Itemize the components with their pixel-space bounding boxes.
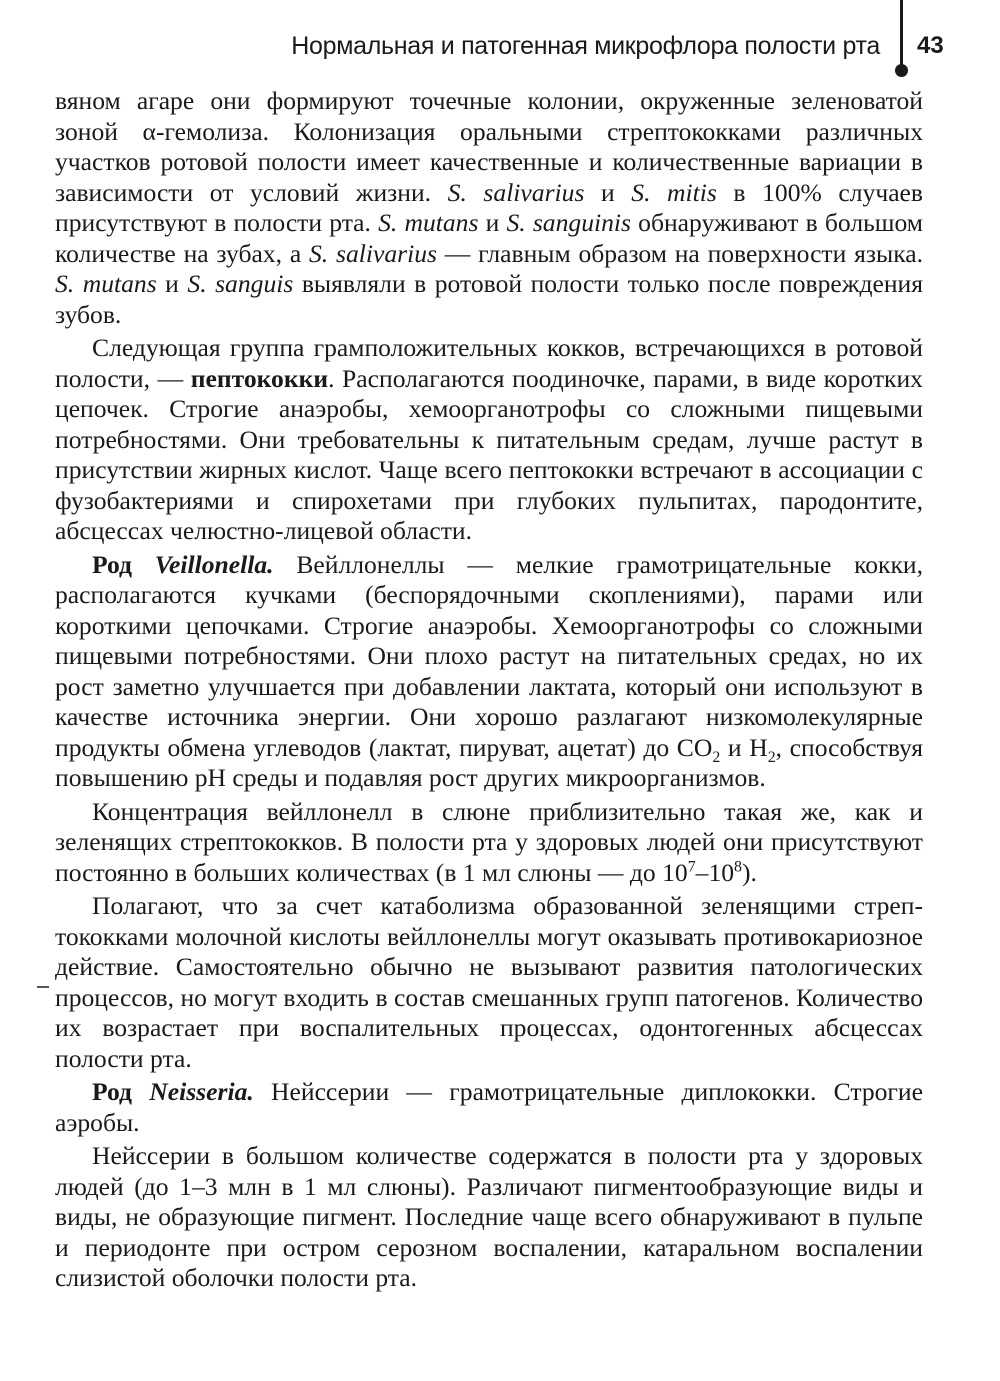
genus-heading-prefix: Род xyxy=(92,1077,150,1106)
genus-name-neisseria: Neisseria. xyxy=(149,1077,254,1106)
paragraph-streptococci-continued: вяном агаре они формируют точечные колонии, окруженные зеленоватой зоной α-гемолиза. Колонизация оральными стрептококками различных участков ротовой полости имеет качественные и количественные вариации в зависимости от условий жизни. S. salivarius и S. mitis в 100% случаев присутствуют в полости рта. S. mutans и S. sanguinis обнаруживают в большом количестве на зубах, а S. salivarius — главным образом на поверхности языка. S. mutans и S. sanguis выявляли в ротовой полости только после повреждения зубов. xyxy=(55,86,924,329)
species-name: S. mutans xyxy=(378,208,479,237)
species-name: S. salivarius xyxy=(309,238,437,268)
page-number: 43 xyxy=(917,32,944,59)
paragraph-veillonella: Род Veillonella. Вейллонеллы — мелкие грамотрицательные кокки, располагаются кучками (беспорядочными скоплениями), парами или короткими цепочками. Строгие анаэробы. Хемоорганотрофы со сложными пищевыми потребностями. Они плохо растут на питательных средах, но их рост заметно улучшается при добавлении лактата, который они используют в качестве источника энергии. Они хорошо разлагают низкомолекулярные продукты обмена углеводов (лактат, пируват, ацетат) до $CO_2$ и $H_2$, способствуя повышению pH среды и подавляя рост других микроорганизмов. xyxy=(55,549,923,792)
page-body xyxy=(55,86,923,1294)
species-name: S. salivarius xyxy=(447,177,585,207)
running-title: Нормальная и патогенная микрофлора полости рта xyxy=(291,32,880,60)
header-rule xyxy=(900,0,903,70)
paragraph-neisseria-details: Нейссерии в большом количестве содержатся в полости рта у здоровых людей (до 1–3 млн в 1 мл слюны). Различают пигментообразующие виды и виды, не образующие пигмент. Последние чаще всего обнаруживают в пульпе и периодонте при остром серозном воспалении, катаральном воспалении слизистой оболочки полости рта. xyxy=(55,1141,923,1292)
paragraph-neisseria: Род Neisseria. Нейссерии — грамотрицательные диплококки. Строгие аэробы. xyxy=(55,1077,923,1137)
paragraph-veillonella-role: Полагают, что за счет катаболизма образованной зеленящими стрептококками молочной кислоты вейллонеллы могут оказывать противокариозное действие. Самостоятельно обычно не вызывают развития патологических процессов, но могут входить в состав смешанных групп патогенов. Количество их возрастает при воспалительных процессах, одонтогенных абсцессах полости рта. xyxy=(55,891,923,1073)
species-name: S. mitis xyxy=(631,177,717,207)
term-peptococci: пептококки xyxy=(190,363,329,393)
species-name: S. mutans xyxy=(55,269,157,298)
genus-heading-prefix: Род xyxy=(92,549,155,579)
paragraph-veillonella-concentration: Концентрация вейллонелл в слюне приблизительно такая же, как и зеленящих стрептококков. В полости рта у здоровых людей они присутствуют постоянно в больших количествах (в 1 мл слюны — до $10^7-10^8$). xyxy=(55,796,923,887)
page-header xyxy=(0,0,1000,80)
header-rule-dot xyxy=(895,64,908,77)
species-name: S. sanguis xyxy=(187,269,294,298)
margin-mark xyxy=(37,986,49,988)
genus-name-veillonella: Veillonella. xyxy=(154,549,274,579)
species-name: S. sanguinis xyxy=(506,208,631,237)
paragraph-peptococci: Следующая группа грамположительных кокков, встречающихся в ротовой полости, — пептококки. Располагаются поодиночке, парами, в виде коротких цепочек. Строгие анаэробы, хемоорганотрофы со сложными пищевыми потребностями. Они требовательны к питательным средам, лучше растут в присутствии жирных кислот. Чаще всего пептококки встречают в ассоциации с фузобактериями и спирохетами при глубоких пульпитах, пародонтите, абсцессах челюстно-лицевой области. xyxy=(55,333,923,545)
